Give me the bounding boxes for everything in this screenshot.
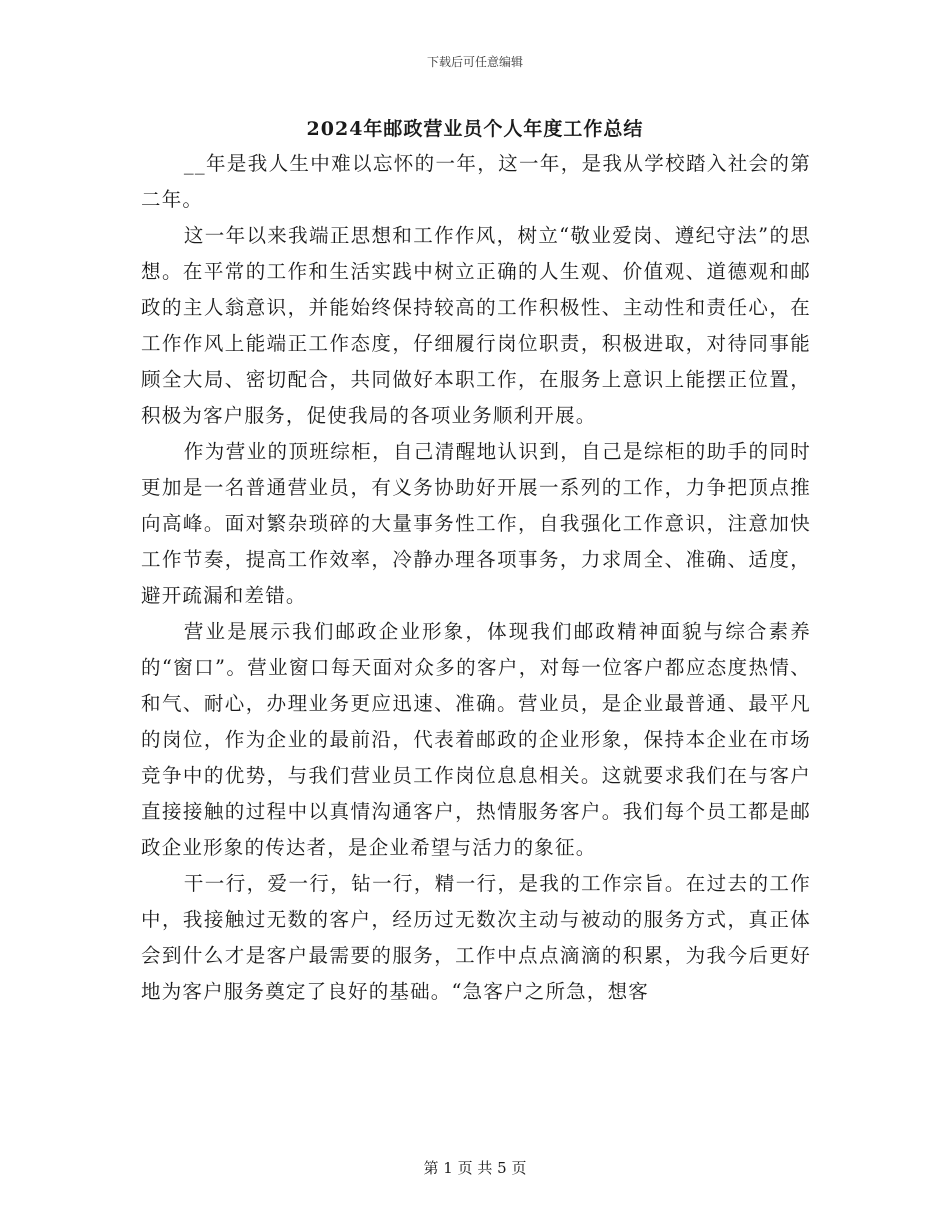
paragraph: 营业是展示我们邮政企业形象，体现我们邮政精神面貌与综合素养的“窗口”。营业窗口每天面对众多的客户，对每一位客户都应态度热情、和气、耐心，办理业务更应迅速、准确。营业员，是企业最普通、最平凡的岗位，作为企业的最前沿，代表着邮政的企业形象，保持本企业在市场竞争中的优势，与我们营业员工作岗位息息相关。这就要求我们在与客户直接接触的过程中以真情沟通客户，热情服务客户。我们每个员工都是邮政企业形象的传达者，是企业希望与活力的象征。 <box>141 620 811 859</box>
document-body <box>141 146 811 1010</box>
paragraph: __年是我人生中难以忘怀的一年，这一年，是我从学校踏入社会的第二年。 <box>141 152 811 211</box>
document-title: 2024年邮政营业员个人年度工作总结 <box>306 118 644 140</box>
page-number: 第 1 页 共 5 页 <box>423 1159 527 1177</box>
paragraph: 干一行，爱一行，钻一行，精一行，是我的工作宗旨。在过去的工作中，我接触过无数的客户，经历过无数次主动与被动的服务方式，真正体会到什么才是客户最需要的服务，工作中点点滴滴的积累，为我今后更好地为客户服务奠定了良好的基础。“急客户之所急，想客 <box>141 872 811 1003</box>
paragraph: 作为营业的顶班综柜，自己清醒地认识到，自己是综柜的助手的同时更加是一名普通营业员，有义务协助好开展一系列的工作，力争把顶点推向高峰。面对繁杂琐碎的大量事务性工作，自我强化工作意识，注意加快工作节奏，提高工作效率，冷静办理各项事务，力求周全、准确、适度，避开疏漏和差错。 <box>141 440 811 607</box>
paragraph: 这一年以来我端正思想和工作作风，树立“敬业爱岗、遵纪守法”的思想。在平常的工作和生活实践中树立正确的人生观、价值观、道德观和邮政的主人翁意识，并能始终保持较高的工作积极性、主动性和责任心，在工作作风上能端正工作态度，仔细履行岗位职责，积极进取，对待同事能顾全大局、密切配合，共同做好本职工作，在服务上意识上能摆正位置，积极为客户服务，促使我局的各项业务顺利开展。 <box>141 224 811 427</box>
header-note: 下载后可任意编辑 <box>426 55 523 69</box>
